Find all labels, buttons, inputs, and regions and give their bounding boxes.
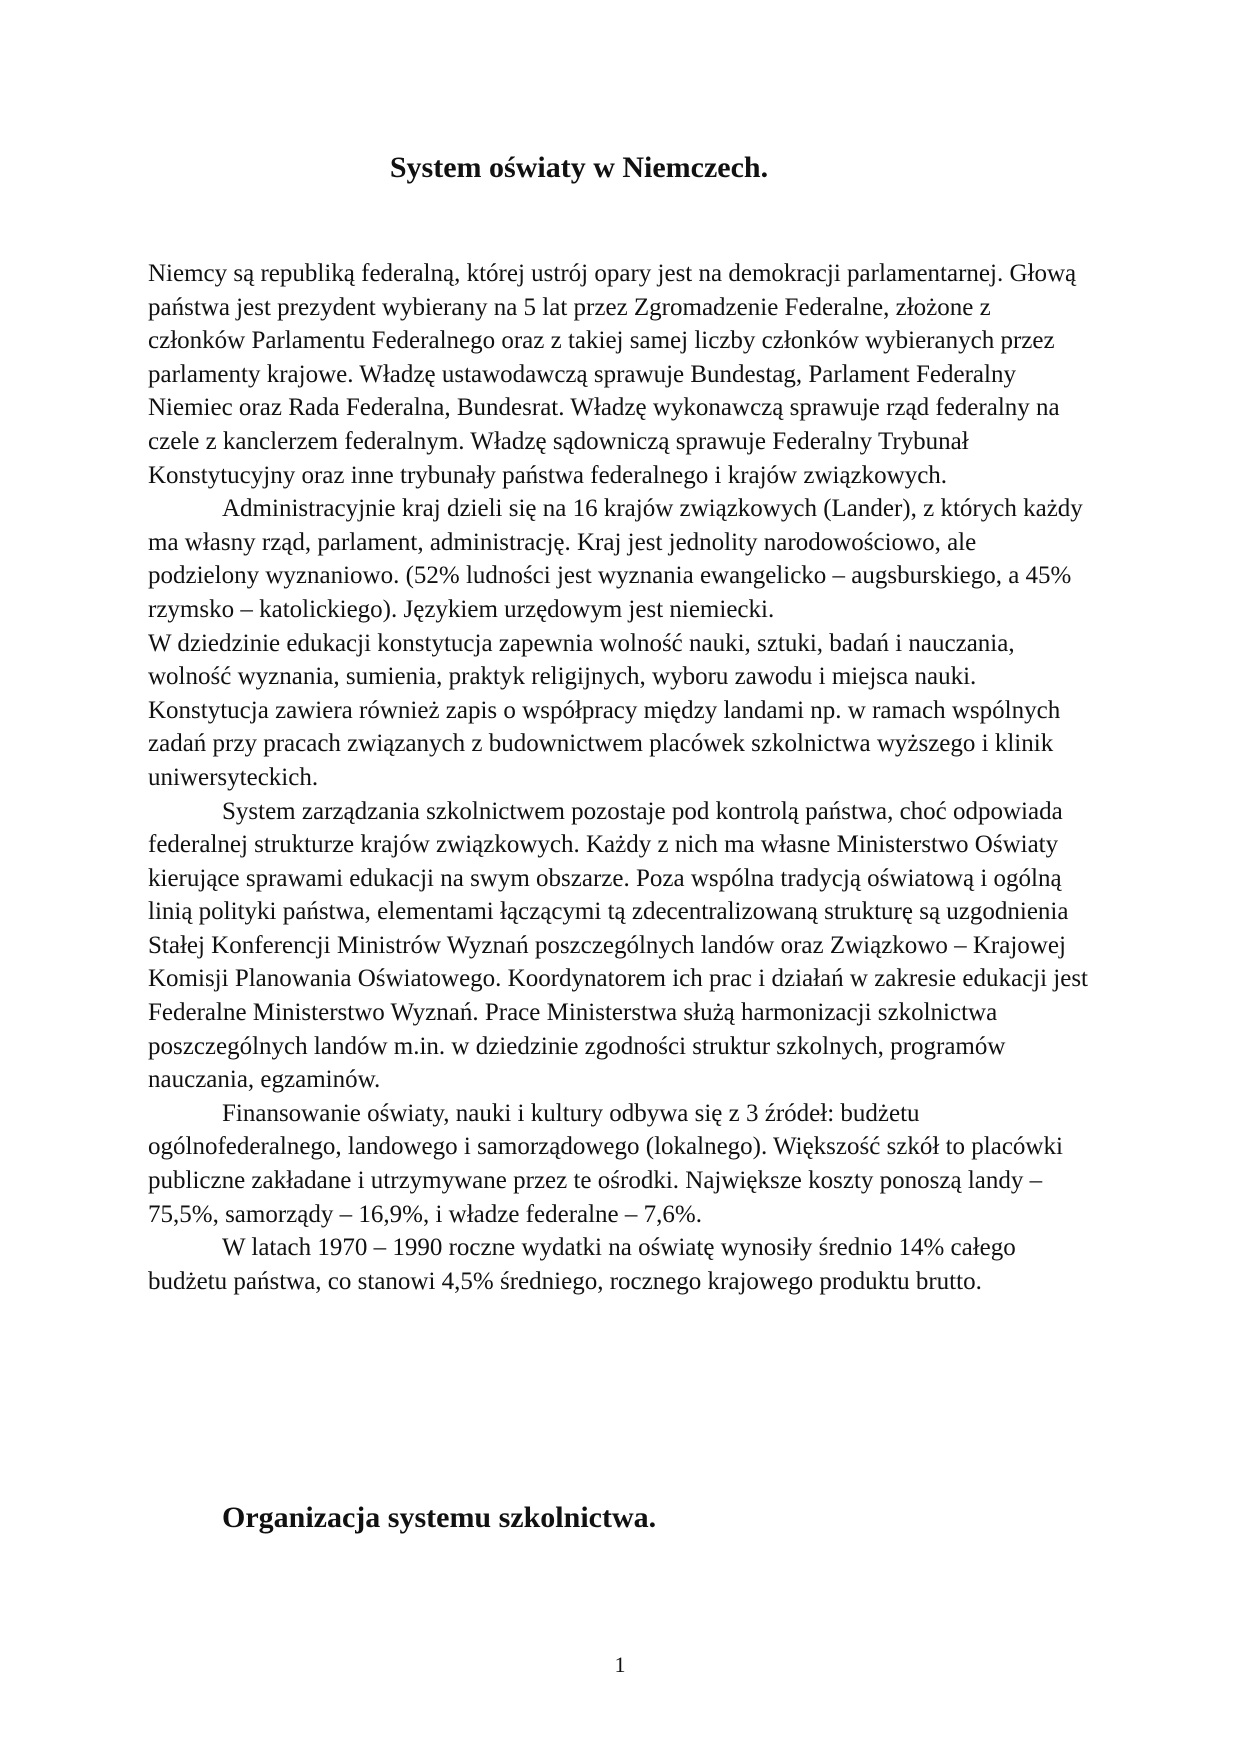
section-heading: Organizacja systemu szkolnictwa. bbox=[222, 1501, 657, 1534]
page-number: 1 bbox=[614, 1652, 626, 1677]
document-body bbox=[148, 257, 1093, 1298]
paragraph-administration: Administracyjnie kraj dzieli się na 16 krajów związkowych (Lander), z których każdy ma własny rząd, parlament, administrację. Kraj jest jednolity narodowościowo, ale podzielony wyznaniowo. (52% ludności jest wyznania ewangelicko – augsburskiego, a 45% rzymsko – katolickiego). Językiem urzędowym jest niemiecki. bbox=[148, 495, 1083, 623]
paragraph-financing: Finansowanie oświaty, nauki i kultury odbywa się z 3 źródeł: budżetu ogólnofederalnego, landowego i samorządowego (lokalnego). Większość szkół to placówki publiczne zakładane i utrzymywane przez te ośrodki. Największe koszty ponoszą landy – 75,5%, samorządy – 16,9%, i władze federalne – 7,6%. bbox=[148, 1099, 1063, 1228]
paragraph-political-system: Niemcy są republiką federalną, której ustrój opary jest na demokracji parlamentarnej. Głową państwa jest prezydent wybierany na 5 lat przez Zgromadzenie Federalne, złożone z członków Parlamentu Federalnego oraz z takiej samej liczby członków wybieranych przez parlamenty krajowe. Władzę ustawodawczą sprawuje Bundestag, Parlament Federalny Niemiec oraz Rada Federalna, Bundesrat. Władzę wykonawczą sprawuje rząd federalny na czele z kanclerzem federalnym. Władzę sądowniczą sprawuje Federalny Trybunał Konstytucyjny oraz inne trybunały państwa federalnego i krajów związkowych. bbox=[148, 260, 1077, 489]
paragraph-constitution-education: W dziedzinie edukacji konstytucja zapewnia wolność nauki, sztuki, badań i nauczania, wolność wyznania, sumienia, praktyk religijnych, wyboru zawodu i miejsca nauki. Konstytucja zawiera również zapis o współpracy między landami np. w ramach wspólnych zadań przy pracach związanych z budownictwem placówek szkolnictwa wyższego i klinik uniwersyteckich. bbox=[148, 629, 1061, 791]
document-title: System oświaty w Niemczech. bbox=[389, 151, 769, 184]
paragraph-expenditure: W latach 1970 – 1990 roczne wydatki na oświatę wynosiły średnio 14% całego budżetu państwa, co stanowi 4,5% średniego, rocznego krajowego produktu brutto. bbox=[148, 1234, 1016, 1295]
paragraph-management: System zarządzania szkolnictwem pozostaje pod kontrolą państwa, choć odpowiada federalnej strukturze krajów związkowych. Każdy z nich ma własne Ministerstwo Oświaty kierujące sprawami edukacji na swym obszarze. Poza wspólna tradycją oświatową i ogólną linią polityki państwa, elementami łączącymi tą zdecentralizowaną strukturę są uzgodnienia Stałej Konferencji Ministrów Wyznań poszczególnych landów oraz Związkowo – Krajowej Komisji Planowania Oświatowego. Koordynatorem ich prac i działań w zakresie edukacji jest Federalne Ministerstwo Wyznań. Prace Ministerstwa służą harmonizacji szkolnictwa poszczególnych landów m.in. w dziedzinie zgodności struktur szkolnych, programów nauczania, egzaminów. bbox=[148, 797, 1088, 1094]
